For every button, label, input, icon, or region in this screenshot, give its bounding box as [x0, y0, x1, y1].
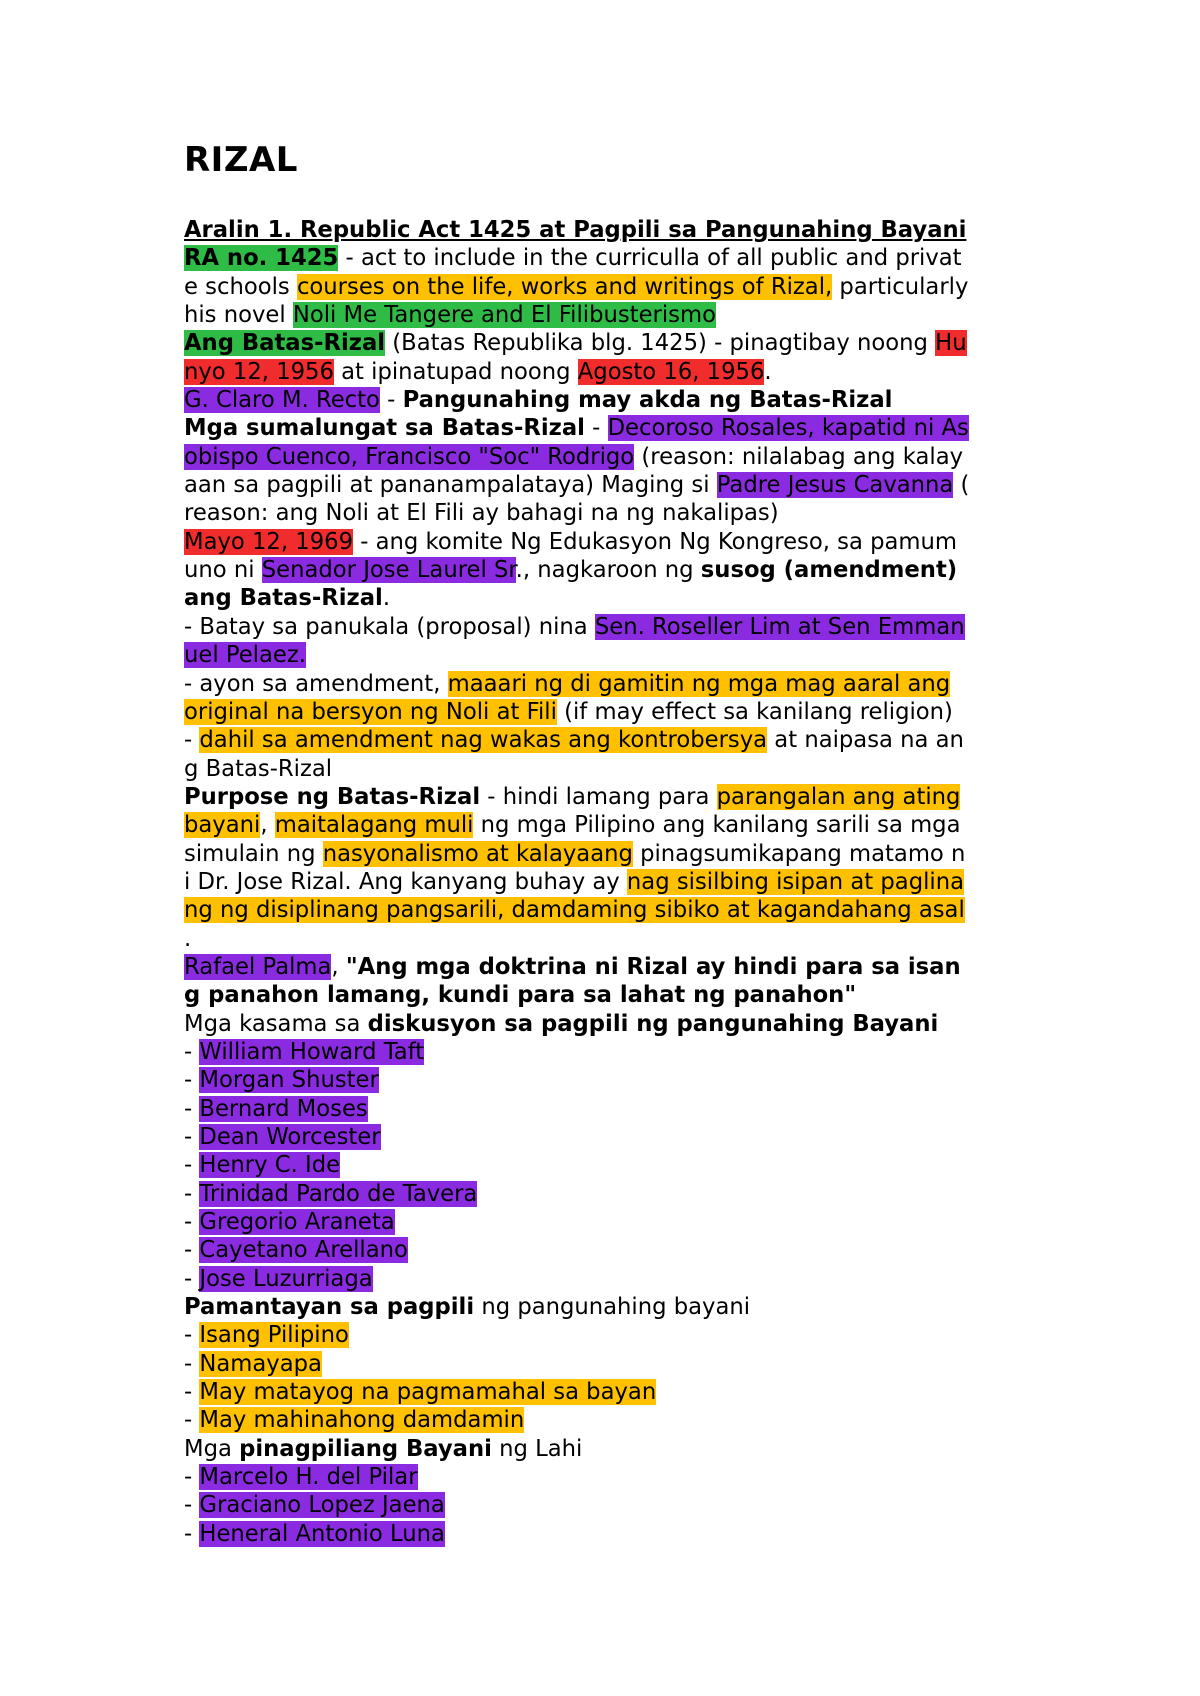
- text-run: - hindi lamang para: [480, 783, 717, 810]
- highlight-purple: Heneral Antonio Luna: [199, 1520, 445, 1547]
- text-run: -: [184, 1180, 200, 1207]
- text-line: [184, 1066, 1024, 1094]
- highlight-purple: Rafael Palma: [184, 953, 332, 980]
- text-run: -: [184, 1322, 200, 1349]
- highlight-red: Mayo 12, 1969: [184, 528, 354, 555]
- text-run: .: [382, 585, 391, 612]
- highlight-green: Ang Batas-Rizal: [184, 330, 386, 357]
- highlight-yellow: maitalagang muli: [274, 812, 474, 839]
- text-run: -: [184, 1209, 200, 1236]
- text-run: -: [184, 727, 200, 754]
- text-run: -: [584, 415, 608, 442]
- highlight-yellow: bayani: [184, 812, 261, 839]
- highlight-yellow: dahil sa amendment nag wakas ang kontrobersya: [199, 727, 768, 754]
- text-line: [184, 783, 1024, 811]
- text-line: [184, 1208, 1024, 1236]
- text-line: [184, 273, 1024, 301]
- text-run: "Ang mga doktrina ni Rizal ay hindi para sa isan: [345, 953, 961, 980]
- highlight-yellow: original na bersyon ng Noli at Fili: [184, 698, 557, 725]
- text-run: ng pangunahing bayani: [474, 1294, 751, 1321]
- text-run: - Batay sa panukala (proposal) nina: [184, 613, 595, 640]
- text-run: Mga: [184, 1435, 240, 1462]
- highlight-purple: Morgan Shuster: [199, 1067, 379, 1094]
- highlight-purple: Trinidad Pardo de Tavera: [199, 1180, 478, 1207]
- highlight-purple: Sen. Roseller Lim at Sen Emman: [594, 613, 965, 640]
- highlight-yellow: nag sisilbing isipan at paglina: [626, 868, 964, 895]
- highlight-yellow: ng ng disiplinang pangsarili, damdaming sibiko at kagandahang asal: [184, 897, 965, 924]
- text-line: [184, 1350, 1024, 1378]
- text-line: [184, 1406, 1024, 1434]
- text-line: [184, 981, 1024, 1009]
- highlight-yellow: May mahinahong damdamin: [199, 1407, 525, 1434]
- text-run: at naipasa na an: [767, 727, 964, 754]
- text-run: - ayon sa amendment,: [184, 670, 448, 697]
- text-run: Mga kasama sa: [184, 1010, 368, 1037]
- text-run: i Dr. Jose Rizal. Ang kanyang buhay ay: [184, 868, 627, 895]
- text-line: [184, 471, 1024, 499]
- text-run: pinagpiliang Bayani: [239, 1435, 492, 1462]
- highlight-yellow: courses on the life, works and writings of Rizal,: [296, 273, 833, 300]
- text-run: -: [184, 1379, 200, 1406]
- text-run: Pangunahing may akda ng Batas-Rizal: [402, 387, 893, 414]
- text-line: [184, 840, 1024, 868]
- text-run: ,: [331, 953, 346, 980]
- highlight-purple: Henry C. Ide: [199, 1152, 341, 1179]
- text-run: -: [184, 1237, 200, 1264]
- text-line: [184, 329, 1024, 357]
- text-run: (Batas Republika blg. 1425) - pinagtibay noong: [385, 330, 936, 357]
- highlight-purple: Dean Worcester: [199, 1124, 381, 1150]
- highlight-purple: G. Claro M. Recto: [184, 387, 380, 414]
- highlight-yellow: May matayog na pagmamahal sa bayan: [199, 1379, 657, 1406]
- text-run: -: [184, 1152, 200, 1179]
- text-run: -: [184, 1464, 200, 1491]
- text-run: - act to include in the curriculla of all public and privat: [338, 245, 962, 272]
- highlight-yellow: maaari ng di gamitin ng mga mag aaral ang: [447, 670, 951, 697]
- text-run: diskusyon sa pagpili ng pangunahing Bayani: [367, 1010, 939, 1037]
- highlight-green: Noli Me Tangere and El Filibusterismo: [292, 302, 716, 329]
- text-run: -: [184, 1407, 200, 1434]
- text-line: [184, 1123, 1024, 1151]
- text-line: [184, 556, 1024, 584]
- text-line: [184, 1236, 1024, 1264]
- text-line: [184, 1038, 1024, 1066]
- text-run: -: [184, 1520, 200, 1547]
- text-run: Pamantayan sa pagpili: [184, 1294, 475, 1321]
- text-line: [184, 641, 1024, 669]
- text-run: -: [184, 1350, 200, 1377]
- text-line: [184, 499, 1024, 527]
- text-run: - ang komite Ng Edukasyon Ng Kongreso, sa pamum: [353, 528, 957, 555]
- text-run: -: [184, 1124, 200, 1150]
- text-line: [184, 726, 1024, 754]
- highlight-red: nyo 12, 1956: [184, 358, 334, 385]
- highlight-green: RA no. 1425: [184, 245, 339, 272]
- text-line: [184, 414, 1024, 442]
- text-run: susog (amendment): [700, 557, 958, 584]
- text-line: [184, 613, 1024, 641]
- text-run: .: [184, 925, 192, 952]
- highlight-purple: Senador Jose Laurel Sr: [261, 557, 516, 584]
- highlight-purple: uel Pelaez.: [184, 642, 306, 669]
- highlight-yellow: nasyonalismo at kalayaang: [322, 840, 633, 867]
- text-line: [184, 443, 1024, 471]
- highlight-purple: Padre Jesus Cavanna: [716, 472, 954, 499]
- text-line: [184, 1321, 1024, 1349]
- highlight-yellow: parangalan ang ating: [716, 783, 961, 810]
- text-run: .: [764, 358, 772, 385]
- text-run: ng Lahi: [491, 1435, 583, 1462]
- document-body: [184, 216, 1024, 1548]
- text-run: -: [184, 1492, 200, 1519]
- text-line: [184, 1180, 1024, 1208]
- text-run: aan sa pagpili at pananampalataya) Maging si: [184, 472, 717, 499]
- text-line: [184, 216, 1024, 244]
- highlight-purple: William Howard Taft: [199, 1038, 425, 1065]
- text-run: (: [953, 472, 970, 499]
- text-line: [184, 1463, 1024, 1491]
- text-line: [184, 1435, 1024, 1463]
- text-line: [184, 1265, 1024, 1293]
- text-run: Aralin 1. Republic Act 1425 at Pagpili sa Pangunahing Bayani: [184, 217, 967, 243]
- text-run: -: [184, 1067, 200, 1094]
- highlight-purple: obispo Cuenco, Francisco "Soc" Rodrigo: [184, 443, 635, 470]
- highlight-purple: Marcelo H. del Pilar: [199, 1464, 418, 1491]
- highlight-purple: Gregorio Araneta: [199, 1209, 395, 1236]
- text-line: [184, 953, 1024, 981]
- text-line: [184, 1378, 1024, 1406]
- text-run: ., nagkaroon ng: [515, 557, 701, 584]
- text-line: [184, 670, 1024, 698]
- text-line: [184, 1010, 1024, 1038]
- highlight-purple: Cayetano Arellano: [199, 1237, 408, 1264]
- highlight-purple: Graciano Lopez Jaena: [199, 1492, 445, 1519]
- text-run: -: [184, 1265, 200, 1292]
- text-run: at ipinatupad noong: [333, 358, 578, 385]
- highlight-purple: Decoroso Rosales, kapatid ni As: [607, 415, 969, 442]
- text-run: ang Batas-Rizal: [184, 585, 383, 612]
- text-line: [184, 811, 1024, 839]
- highlight-yellow: Namayapa: [199, 1350, 322, 1377]
- text-line: [184, 868, 1024, 896]
- text-line: [184, 1491, 1024, 1519]
- text-line: [184, 925, 1024, 953]
- text-line: [184, 698, 1024, 726]
- text-run: Purpose ng Batas-Rizal: [184, 783, 481, 810]
- text-line: [184, 528, 1024, 556]
- highlight-red: Hu: [935, 330, 967, 357]
- text-line: [184, 896, 1024, 924]
- text-line: [184, 584, 1024, 612]
- text-run: pinagsumikapang matamo n: [632, 840, 966, 867]
- text-run: g Batas-Rizal: [184, 755, 333, 782]
- highlight-red: Agosto 16, 1956: [577, 358, 765, 385]
- text-line: [184, 1151, 1024, 1179]
- highlight-yellow: Isang Pilipino: [199, 1322, 349, 1349]
- text-run: ,: [260, 812, 275, 839]
- text-line: [184, 1520, 1024, 1548]
- text-line: [184, 301, 1024, 329]
- text-line: [184, 755, 1024, 783]
- text-line: [184, 244, 1024, 272]
- text-run: uno ni: [184, 557, 262, 584]
- highlight-purple: Bernard Moses: [199, 1095, 368, 1122]
- text-run: g panahon lamang, kundi para sa lahat ng panahon": [184, 982, 857, 1009]
- text-run: -: [184, 1038, 200, 1065]
- text-line: [184, 1293, 1024, 1321]
- text-run: Mga sumalungat sa Batas-Rizal: [184, 415, 585, 442]
- text-run: ng mga Pilipino ang kanilang sarili sa mga: [473, 812, 961, 839]
- page-title: RIZAL: [184, 140, 298, 180]
- text-run: (if may effect sa kanilang religion): [556, 698, 953, 725]
- text-line: [184, 358, 1024, 386]
- text-run: e schools: [184, 273, 297, 300]
- text-run: -: [379, 387, 403, 414]
- text-run: simulain ng: [184, 840, 323, 867]
- text-run: -: [184, 1095, 200, 1122]
- text-run: his novel: [184, 302, 293, 329]
- text-line: [184, 1095, 1024, 1123]
- text-line: [184, 386, 1024, 414]
- text-run: particularly: [832, 273, 969, 300]
- text-run: (reason: nilalabag ang kalay: [634, 443, 964, 470]
- highlight-purple: Jose Luzurriaga: [199, 1265, 373, 1292]
- text-run: reason: ang Noli at El Fili ay bahagi na ng nakalipas): [184, 500, 779, 527]
